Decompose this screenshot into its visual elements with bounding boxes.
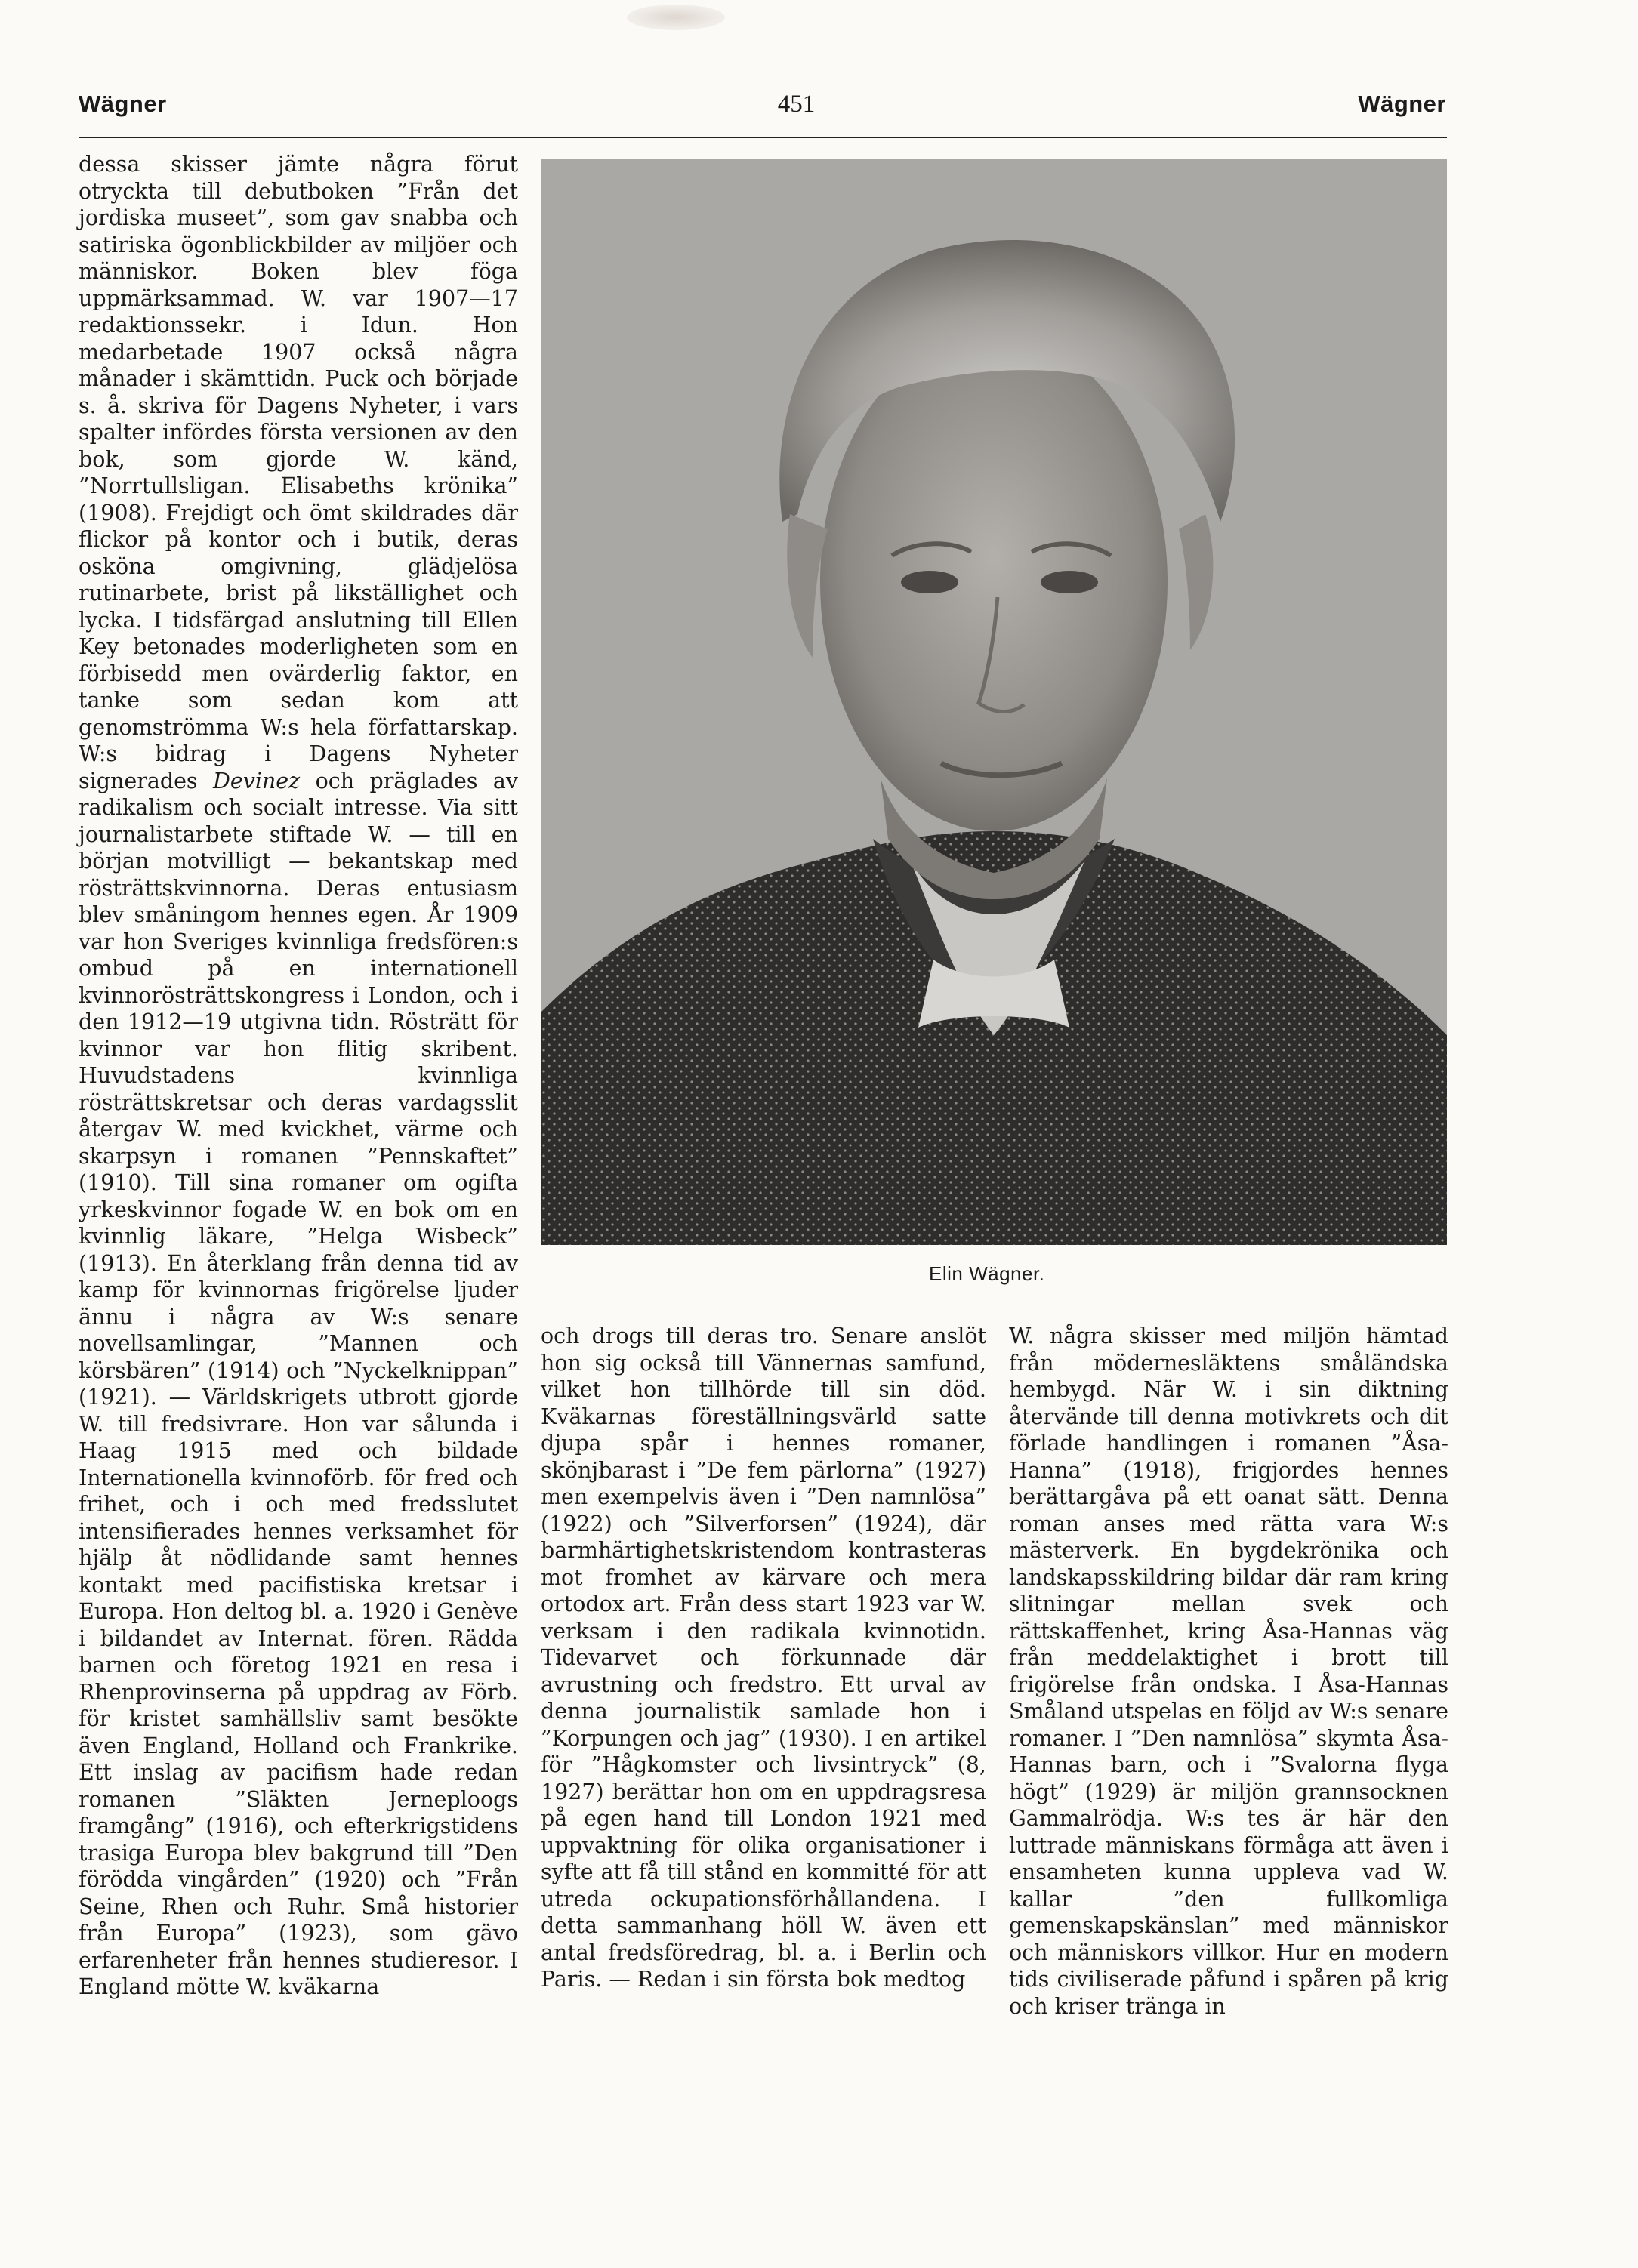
text-column-left xyxy=(79,151,518,2001)
portrait-photo xyxy=(541,159,1447,1245)
paper-stain xyxy=(627,5,725,30)
text-column-middle xyxy=(541,1323,986,1993)
portrait-illustration xyxy=(541,159,1447,1245)
article-paragraph: W. några skisser med miljön hämtad från mödernesläktens småländska hembygd. När W. i sin diktning återvände till denna motivkrets och dit förlade handlingen i romanen ”Åsa-Hanna” (1918), frigjordes hennes berättargåva på ett oanat sätt. Denna roman anses med rätta vara W:s mästerverk. En bygdekrönika och landskapsskildring bildar där ram kring slitningar mellan svek och rättskaffenhet, kring Åsa-Hannas väg från meddelaktighet i brott till frigörelse från ondska. I Åsa-Hannas Småland utspelas en följd av W:s senare romaner. I ”Den namnlösa” skymta Åsa-Hannas barn, och i ”Svalorna flyga högt” (1929) är miljön grannsocknen Gammalrödja. W:s tes är här den luttrade människans förmåga att även i ensamheten kunna uppleva vad W. kallar ”den fullkomliga gemenskapskänslan” med människor och människors villkor. Hur en modern tids civiliserade påfund i spåren på krig och kriser tränga in xyxy=(1009,1324,1448,2019)
article-paragraph: och drogs till deras tro. Senare anslöt hon sig också till Vännernas samfund, vilket hon tillhörde till sin död. Kväkarnas föreställningsvärld satte djupa spår i hennes romaner, skönjbarast i ”De fem pärlorna” (1927) men exempelvis även i ”Den namnlösa” (1922) och ”Silverforsen” (1924), där barmhärtighetskristendom kontrasteras mot fromhet av kärvare och mera ortodox art. Från dess start 1923 var W. verksam i den radikala kvinnotidn. Tidevarvet och förkunnade där avrustning och fredstro. Ett urval av denna journalistik samlade hon i ”Korpungen och jag” (1930). I en artikel för ”Hågkomster och livsintryck” (8, 1927) berättar hon om en uppdragsresa på egen hand till London 1921 med uppvaktning för olika organisationer i syfte att få till stånd en kommitté för att utreda ockupationsförhållandena. I detta sammanhang höll W. även ett antal fredsföredrag, bl. a. i Berlin och Paris. — Redan i sin första bok medtog xyxy=(541,1324,986,1992)
text-segment: dessa skisser jämte några förut otryckta till debutboken ”Från det jordiska museet”, som gav snabba och satiriska ögonblickbilder av miljöer och människor. Boken blev föga uppmärksammad. W. var 1907—17 redaktionssekr. i Idun. Hon medarbetade 1907 också några månader i skämttidn. Puck och började s. å. skriva för Dagens Nyheter, i vars spalter infördes första versionen av den bok, som gjorde W. känd, ”Norrtullsligan. Elisabeths krönika” (1908). Frejdigt och ömt skildrades där flickor på kontor och i butik, deras osköna omgivning, glädjelösa rutinarbete, brist på likställighet och lycka. I tidsfärgad anslutning till Ellen Key betonades moderligheten som en förbisedd men ovärderlig faktor, en tanke som sedan kom att genomströmma W:s hela författarskap. W:s bidrag i Dagens Nyheter signerades xyxy=(79,152,518,793)
running-head-left: Wägner xyxy=(79,91,167,117)
photo-caption: Elin Wägner. xyxy=(929,1262,1045,1285)
text-segment: och präglades av radikalism och socialt intresse. Via sitt journalistarbete stiftade W. — till en början motvilligt — bekantskap med rösträttskvinnorna. Deras entusiasm blev småningom hennes egen. År 1909 var hon Sveriges kvinnliga fredsfören:s ombud på en internationell kvinnorösträttskongress i London, och i den 1912—19 utgivna tidn. Rösträtt för kvinnor var hon flitig skribent. Huvudstadens kvinnliga rösträttskretsar och deras vardagsslit återgav W. med kvickhet, värme och skarpsyn i romanen ”Pennskaftet” (1910). Till sina romaner om ogifta yrkeskvinnor fogade W. en bok om en kvinnlig läkare, ”Helga Wisbeck” (1913). En återklang från denna tid av kamp för kvinnornas frigörelse ljuder ännu i några av W:s senare novellsamlingar, ”Mannen och körsbären” (1914) och ”Nyckelknippan” (1921). — Världskrigets utbrott gjorde W. till fredsivrare. Hon var sålunda i Haag 1915 med och bildade Internationella kvinnoförb. för fred och frihet, och i och med fredsslutet intensifierades hennes verksamhet för hjälp åt nödlidande samt hennes kontakt med pacifistiska kretsar i Europa. Hon deltog bl. a. 1920 i Genève i bildandet av Internat. fören. Rädda barnen och företog 1921 en resa i Rhenprovinserna på uppdrag av Förb. för kristet samhällsliv samt besökte även England, Holland och Frankrike. Ett inslag av pacifism hade redan romanen ”Släkten Jerneploogs framgång” (1916), och efterkrigstidens trasiga Europa blev bakgrund till ”Den förödda vingården” (1920) och ”Från Seine, Rhen och Ruhr. Små historier från Europa” (1923), som gävo erfarenheter från hennes studieresor. I England mötte W. kväkarna xyxy=(79,768,518,1999)
article-paragraph xyxy=(79,151,518,2001)
pseudonym-italic: Devinez xyxy=(213,768,301,793)
page-number: 451 xyxy=(777,91,816,118)
header-rule xyxy=(79,137,1447,138)
running-head-right: Wägner xyxy=(1358,91,1446,117)
text-column-right xyxy=(1009,1323,1448,2020)
